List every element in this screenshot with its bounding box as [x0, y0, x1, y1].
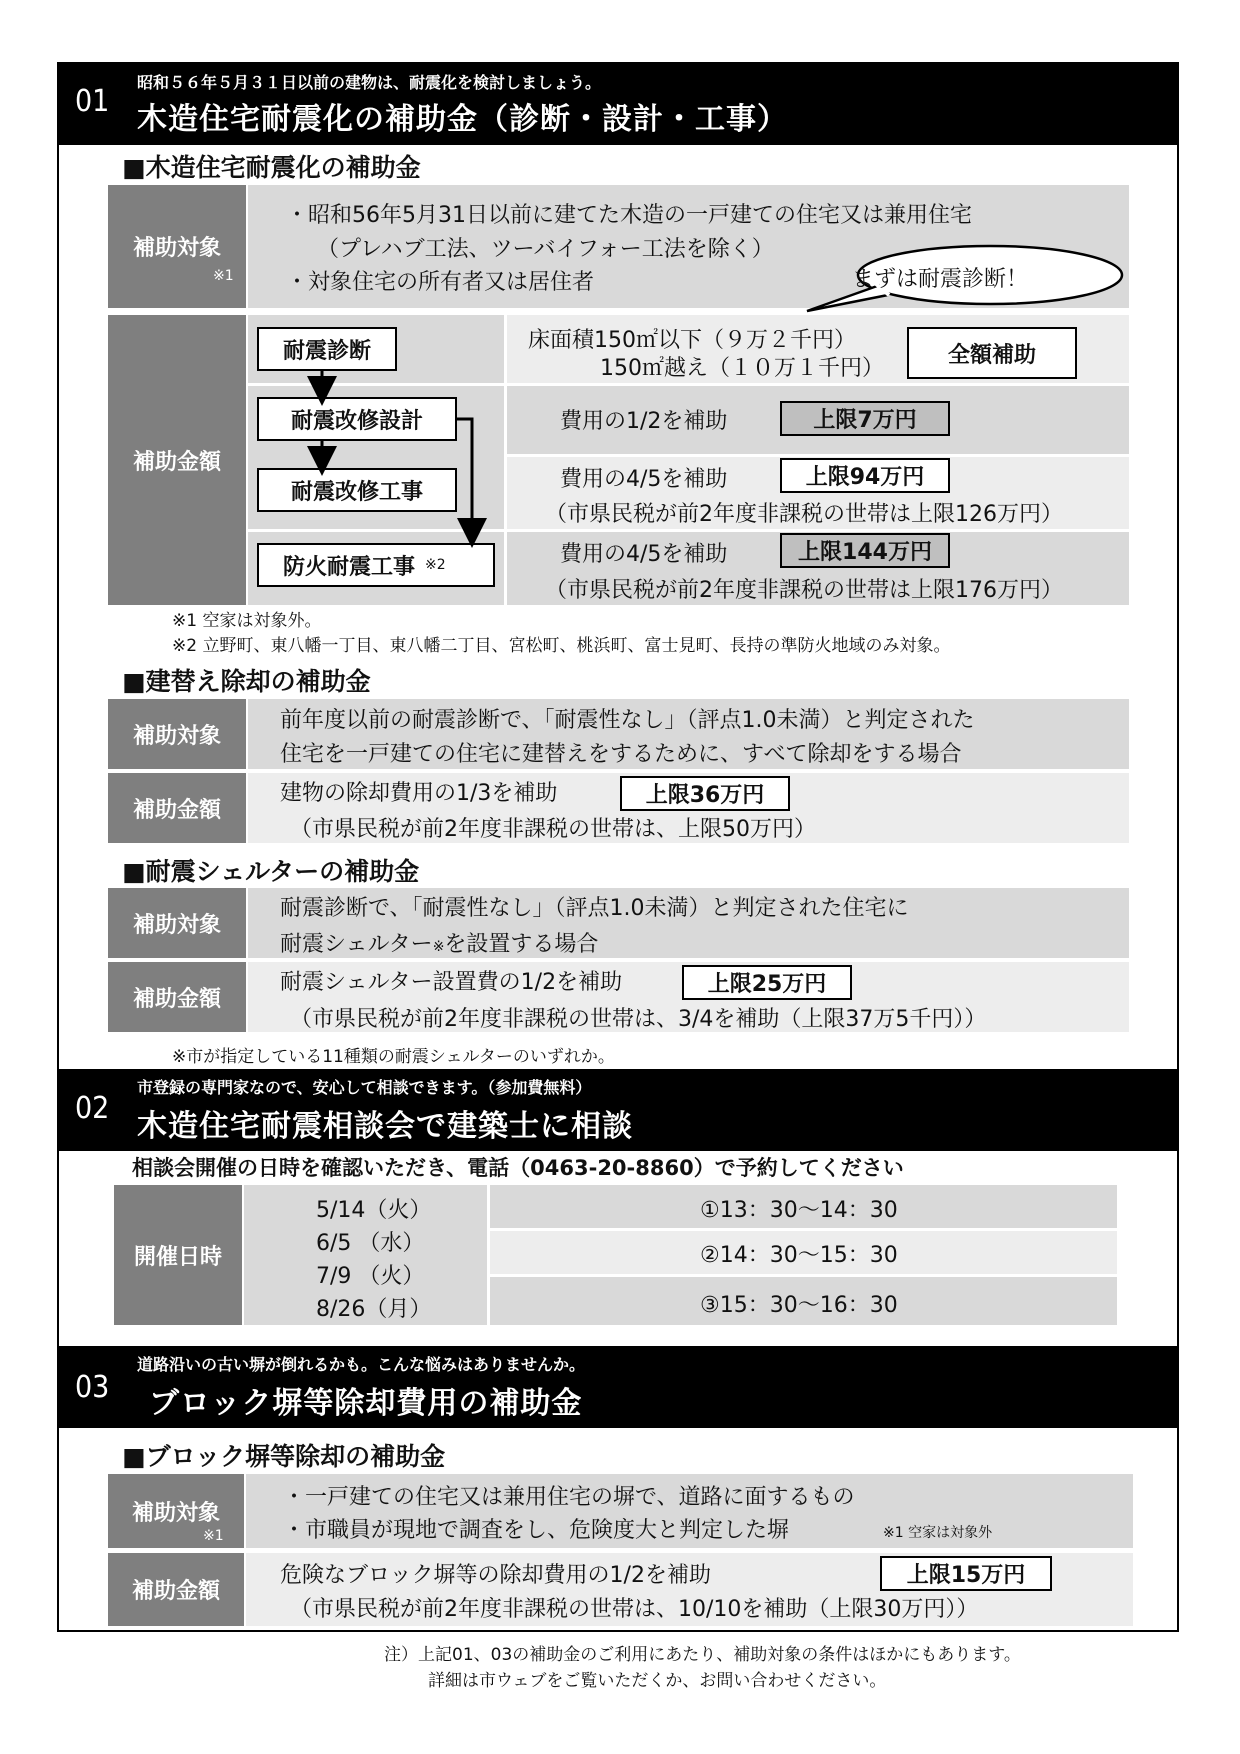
target-line-2: 住宅を一戸建ての住宅に建替えをするために、すべて除却をする場合	[280, 742, 962, 767]
section-subtitle: 道路沿いの古い塀が倒れるかも。こんな悩みはありませんか。	[137, 1355, 586, 1374]
footer-note-1: 注）上記01、03の補助金のご利用にあたり、補助対象の条件はほかにもあります。	[384, 1645, 1021, 1665]
date-2: 6/5 （水）	[316, 1231, 425, 1256]
target-note: ※1	[203, 1528, 224, 1544]
time-1: ①13：30〜14：30	[700, 1198, 898, 1223]
section-title: 木造住宅耐震相談会で建築士に相談	[137, 1109, 633, 1144]
row4-line1: 費用の4/5を補助	[560, 542, 728, 567]
time-2: ②14：30〜15：30	[700, 1243, 898, 1268]
limit-badge: 上限7万円	[780, 401, 950, 436]
shelter-note: ※市が指定している11種類の耐震シェルターのいずれか。	[172, 1047, 615, 1067]
schedule-label	[114, 1185, 242, 1325]
section-03-header	[57, 1346, 1179, 1428]
target-label	[108, 185, 246, 308]
bubble-text: まずは耐震診断！	[852, 267, 1029, 292]
section-title: 木造住宅耐震化の補助金（診断・設計・工事）	[137, 102, 788, 137]
limit-badge: 上限25万円	[682, 965, 852, 1000]
target-line-2: （プレハブ工法、ツーバイフォー工法を除く）	[317, 237, 774, 262]
target-line-3: ・対象住宅の所有者又は居住者	[286, 270, 595, 295]
amount-line-1: 建物の除却費用の1/3を補助	[280, 781, 558, 806]
row2-line1: 費用の1/2を補助	[560, 409, 728, 434]
step-diagnosis: 耐震診断	[257, 327, 397, 371]
label-text: 補助対象	[131, 1500, 220, 1526]
amount-line-2: （市県民税が前2年度非課税の世帯は、3/4を補助（上限37万5千円））	[290, 1007, 987, 1032]
amount-line-1: 危険なブロック塀等の除却費用の1/2を補助	[280, 1563, 711, 1588]
reservation-instruction: 相談会開催の日時を確認いただき、電話（0463-20-8860）で予約してください	[132, 1156, 904, 1180]
label-text: 補助金額	[131, 1579, 220, 1604]
limit-badge: 上限36万円	[620, 776, 790, 811]
section-subtitle: 市登録の専門家なので、安心して相談できます。（参加費無料）	[137, 1078, 592, 1097]
limit-badge: 上限94万円	[780, 458, 950, 493]
label-text: 補助金額	[132, 449, 221, 475]
subsection-heading: ■ブロック塀等除却の補助金	[122, 1442, 446, 1471]
amount-label	[108, 315, 246, 605]
time-3: ③15：30〜16：30	[700, 1293, 898, 1318]
label-text: 補助対象	[132, 912, 221, 938]
date-1: 5/14（火）	[316, 1198, 432, 1223]
section-title: ブロック塀等除却費用の補助金	[149, 1386, 583, 1421]
target-aside: ※1 空家は対象外	[883, 1525, 993, 1541]
row4-line2: （市県民税が前2年度非課税の世帯は上限176万円）	[545, 578, 1063, 603]
label-text: 開催日時	[133, 1244, 222, 1270]
amount-line-1: 耐震シェルター設置費の1/2を補助	[280, 970, 623, 995]
section-01-header	[57, 62, 1179, 145]
label-text: 補助金額	[132, 797, 221, 823]
shelter-mark: ※	[432, 939, 445, 955]
amount-label	[108, 773, 246, 843]
target-line-1: ・一戸建ての住宅又は兼用住宅の塀で、道路に面するもの	[283, 1485, 855, 1510]
target-line-1: 前年度以前の耐震診断で、「耐震性なし」（評点1.0未満）と判定された	[280, 708, 975, 733]
subsection-heading: ■木造住宅耐震化の補助金	[122, 153, 421, 182]
row1-line2: 150㎡越え（１０万１千円）	[600, 356, 884, 381]
row3-line2: （市県民税が前2年度非課税の世帯は上限126万円）	[545, 502, 1063, 527]
target-label	[108, 888, 246, 958]
limit-badge: 上限15万円	[880, 1556, 1052, 1591]
flow-arrows	[248, 315, 504, 605]
label-text: 補助対象	[132, 723, 221, 749]
target-line-1: 耐震診断で、「耐震性なし」（評点1.0未満）と判定された住宅に	[280, 896, 909, 921]
amount-line-2: （市県民税が前2年度非課税の世帯は、上限50万円）	[290, 817, 816, 842]
row1-line1: 床面積150㎡以下（９万２千円）	[528, 328, 856, 353]
step-design: 耐震改修設計	[257, 397, 457, 441]
limit-badge: 上限144万円	[780, 533, 950, 568]
footer-note-2: 詳細は市ウェブをご覧いただくか、お問い合わせください。	[428, 1671, 887, 1691]
row3-line1: 費用の4/5を補助	[560, 467, 728, 492]
date-4: 8/26（月）	[316, 1297, 432, 1322]
date-3: 7/9 （火）	[316, 1264, 425, 1289]
section-02-header	[57, 1069, 1179, 1151]
target-line-1: ・昭和56年5月31日以前に建てた木造の一戸建ての住宅又は兼用住宅	[286, 203, 972, 228]
amount-label	[108, 962, 246, 1032]
step-note: ※2	[425, 557, 446, 573]
section-number: 01	[75, 84, 110, 119]
shelter-text: 耐震シェルター	[280, 932, 433, 957]
target-note: ※1	[213, 268, 234, 284]
amount-label	[108, 1553, 244, 1626]
section-number: 03	[75, 1370, 110, 1405]
label-text: 補助金額	[132, 986, 221, 1012]
target-line-2	[280, 927, 598, 958]
step-construction: 耐震改修工事	[257, 468, 457, 512]
section-subtitle: 昭和５６年５月３１日以前の建物は、耐震化を検討しましょう。	[137, 73, 602, 92]
subsection-heading: ■耐震シェルターの補助金	[122, 857, 420, 886]
target-label	[108, 699, 246, 769]
note-2: ※2 立野町、東八幡一丁目、東八幡二丁目、宮松町、桃浜町、富士見町、長持の準防火地域のみ対象。	[172, 636, 951, 656]
subsection-heading: ■建替え除却の補助金	[122, 667, 371, 696]
amount-line-2: （市県民税が前2年度非課税の世帯は、10/10を補助（上限30万円））	[290, 1597, 979, 1622]
section-number: 02	[75, 1091, 110, 1126]
full-subsidy-badge: 全額補助	[907, 327, 1077, 379]
label-text: 補助対象	[132, 236, 221, 261]
target-line-2: ・市職員が現地で調査をし、危険度大と判定した塀	[283, 1518, 790, 1543]
step-fireproof-label: 防火耐震工事	[283, 554, 416, 580]
shelter-text-end: を設置する場合	[444, 932, 599, 957]
note-1: ※1 空家は対象外。	[172, 611, 322, 631]
